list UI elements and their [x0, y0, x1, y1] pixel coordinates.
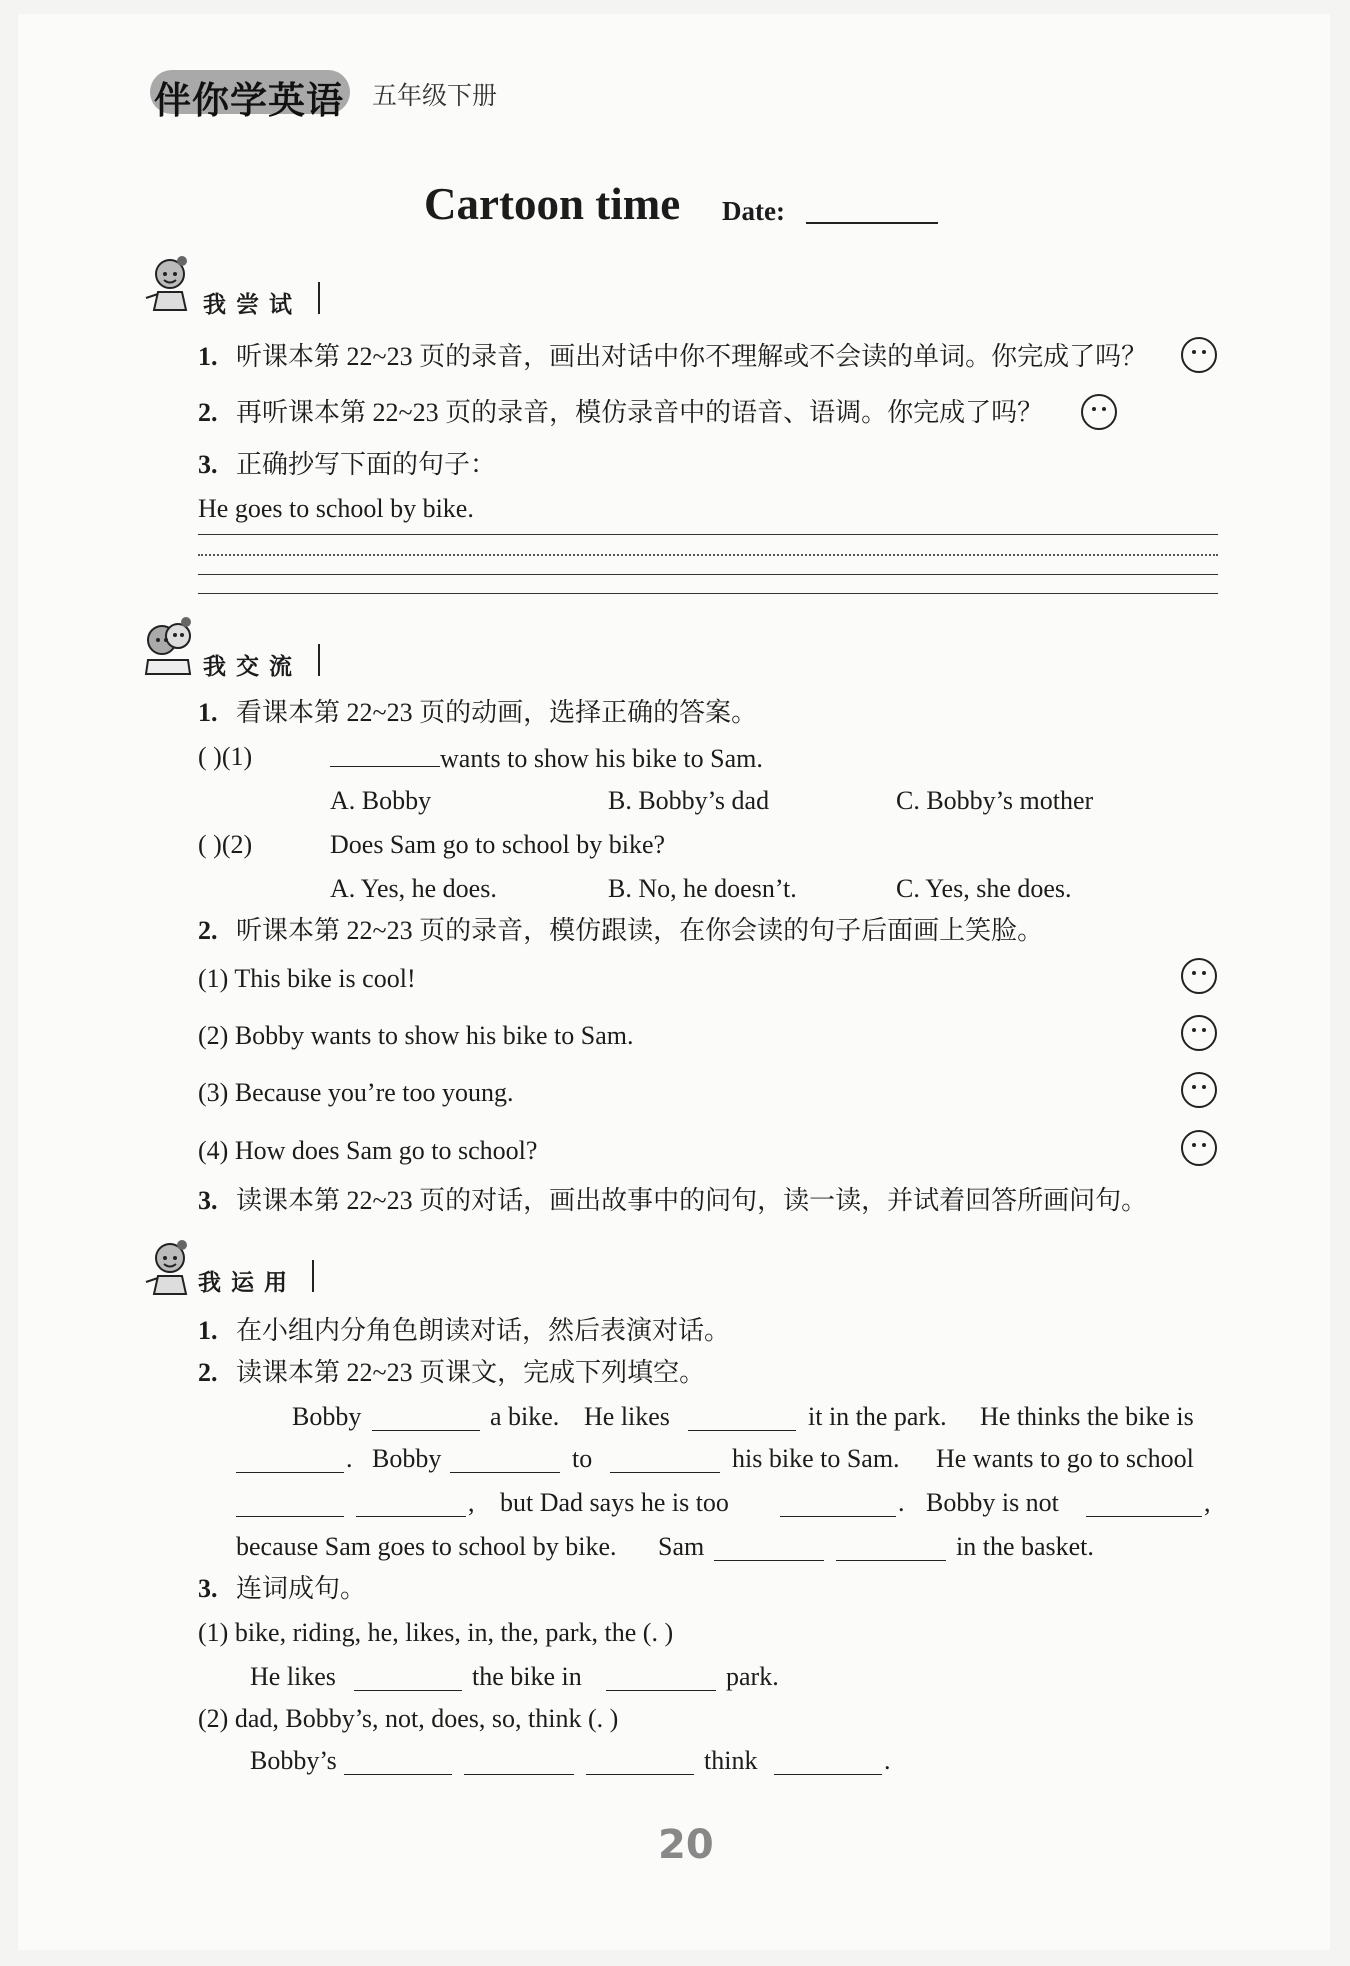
question-number: 2. — [198, 916, 218, 945]
option-c[interactable]: C. Bobby’s mother — [896, 786, 1094, 815]
passage-word: but Dad says he is too — [500, 1488, 729, 1517]
section-title-try: 我尝试 — [203, 292, 302, 318]
sentence-2-part: Bobby’s — [250, 1746, 337, 1775]
passage-word: He likes — [584, 1402, 670, 1431]
passage-word: , — [1204, 1488, 1211, 1517]
passage-word: , — [468, 1488, 475, 1517]
read-sentence: (1) This bike is cool! — [198, 964, 416, 993]
passage-word: it in the park. — [808, 1402, 947, 1431]
blank-field[interactable] — [1086, 1494, 1202, 1517]
answer-paren[interactable]: ( )(1) — [198, 742, 253, 771]
copy-sentence: He goes to school by bike. — [198, 494, 474, 523]
blank-field[interactable] — [780, 1494, 896, 1517]
question-number: 2. — [198, 1358, 218, 1387]
use-q3: 连词成句。 — [236, 1574, 367, 1603]
writing-line[interactable] — [198, 534, 1218, 535]
scrambled-words-1: (1) bike, riding, he, likes, in, the, park, the (. ) — [198, 1618, 674, 1647]
section-divider — [318, 644, 320, 676]
sentence-2-part: . — [884, 1746, 891, 1775]
blank-field[interactable] — [356, 1494, 466, 1517]
writing-line-dotted — [198, 554, 1218, 556]
page-title: Cartoon time — [424, 179, 681, 229]
sentence-1-part: He likes — [250, 1662, 336, 1691]
option-b[interactable]: B. No, he doesn’t. — [608, 874, 797, 903]
read-sentence: (2) Bobby wants to show his bike to Sam. — [198, 1021, 634, 1050]
writing-line[interactable] — [198, 593, 1218, 594]
try-q3: 正确抄写下面的句子： — [236, 450, 497, 479]
smiley-face-icon[interactable] — [1180, 957, 1218, 995]
blank-field[interactable] — [774, 1752, 882, 1775]
blank-field[interactable] — [836, 1538, 946, 1561]
girl-mascot-icon — [142, 252, 198, 318]
blank-field[interactable] — [464, 1752, 574, 1775]
talk-q3: 读课本第 22~23 页的对话，画出故事中的问句，读一读，并试着回答所画问句。 — [236, 1186, 1148, 1215]
option-a[interactable]: A. Yes, he does. — [330, 874, 497, 903]
passage-word: . — [346, 1444, 353, 1473]
question-number: 3. — [198, 1574, 218, 1603]
question-number: 1. — [198, 1316, 218, 1345]
smiley-face-icon[interactable] — [1180, 336, 1218, 374]
date-field[interactable] — [806, 222, 938, 224]
blank-field[interactable] — [354, 1668, 462, 1691]
passage-word: Bobby is not — [926, 1488, 1059, 1517]
read-sentence: (4) How does Sam go to school? — [198, 1136, 538, 1165]
question-number: 3. — [198, 1186, 218, 1215]
use-q1: 在小组内分角色朗读对话，然后表演对话。 — [236, 1316, 731, 1345]
passage-word: because Sam goes to school by bike. — [236, 1532, 617, 1561]
passage-word: He wants to go to school — [936, 1444, 1194, 1473]
blank-field[interactable] — [236, 1450, 344, 1473]
passage-word: Bobby — [372, 1444, 442, 1473]
blank-field[interactable] — [606, 1668, 716, 1691]
grade-label: 五年级下册 — [372, 81, 498, 110]
writing-line[interactable] — [198, 574, 1218, 575]
kids-mascot-icon — [142, 614, 198, 680]
smiley-face-icon[interactable] — [1180, 1071, 1218, 1109]
read-sentence: (3) Because you’re too young. — [198, 1078, 514, 1107]
date-label: Date: — [722, 196, 785, 226]
talk-q1: 看课本第 22~23 页的动画，选择正确的答案。 — [236, 698, 758, 727]
mc2-stem: Does Sam go to school by bike? — [330, 830, 666, 859]
blank-field[interactable] — [586, 1752, 694, 1775]
passage-word: He thinks the bike is — [980, 1402, 1194, 1431]
passage-word: . — [898, 1488, 905, 1517]
passage-word: Sam — [658, 1532, 705, 1561]
smiley-face-icon[interactable] — [1180, 1014, 1218, 1052]
blank-field[interactable] — [688, 1408, 796, 1431]
section-title-use: 我运用 — [198, 1270, 297, 1296]
option-b[interactable]: B. Bobby’s dad — [608, 786, 770, 815]
answer-paren[interactable]: ( )(2) — [198, 830, 253, 859]
blank-field[interactable] — [450, 1450, 560, 1473]
question-number: 2. — [198, 398, 218, 427]
blank-field[interactable] — [372, 1408, 480, 1431]
passage-word: his bike to Sam. — [732, 1444, 900, 1473]
section-divider — [318, 282, 320, 314]
girl-mascot-icon — [142, 1236, 198, 1302]
passage-word: a bike. — [490, 1402, 560, 1431]
blank-field[interactable] — [714, 1538, 824, 1561]
talk-q2: 听课本第 22~23 页的录音，模仿跟读，在你会读的句子后面画上笑脸。 — [236, 916, 1044, 945]
page-number: 20 — [658, 1822, 714, 1868]
scrambled-words-2: (2) dad, Bobby’s, not, does, so, think (. ) — [198, 1704, 619, 1733]
question-number: 1. — [198, 698, 218, 727]
passage-word: to — [572, 1444, 593, 1473]
try-q1: 听课本第 22~23 页的录音，画出对话中你不理解或不会读的单词。你完成了吗？ — [236, 342, 1148, 371]
sentence-1-part: park. — [726, 1662, 779, 1691]
smiley-face-icon[interactable] — [1080, 393, 1118, 431]
sentence-2-part: think — [704, 1746, 758, 1775]
smiley-face-icon[interactable] — [1180, 1129, 1218, 1167]
blank-field[interactable] — [344, 1752, 452, 1775]
try-q2: 再听课本第 22~23 页的录音，模仿录音中的语音、语调。你完成了吗？ — [236, 398, 1044, 427]
brand-title: 伴你学英语 — [154, 79, 344, 122]
mc1-stem: wants to show his bike to Sam. — [330, 744, 763, 772]
sentence-1-part: the bike in — [472, 1662, 582, 1691]
section-title-talk: 我交流 — [203, 654, 302, 680]
use-q2: 读课本第 22~23 页课文，完成下列填空。 — [236, 1358, 706, 1387]
question-number: 3. — [198, 450, 218, 479]
option-a[interactable]: A. Bobby — [330, 786, 432, 815]
blank-field[interactable] — [610, 1450, 720, 1473]
passage-word: in the basket. — [956, 1532, 1094, 1561]
passage-word: Bobby — [292, 1402, 362, 1431]
option-c[interactable]: C. Yes, she does. — [896, 874, 1072, 903]
brand-logo — [150, 62, 350, 122]
section-divider — [312, 1260, 314, 1292]
blank-field[interactable] — [236, 1494, 344, 1517]
question-number: 1. — [198, 342, 218, 371]
blank-field[interactable] — [330, 744, 440, 767]
